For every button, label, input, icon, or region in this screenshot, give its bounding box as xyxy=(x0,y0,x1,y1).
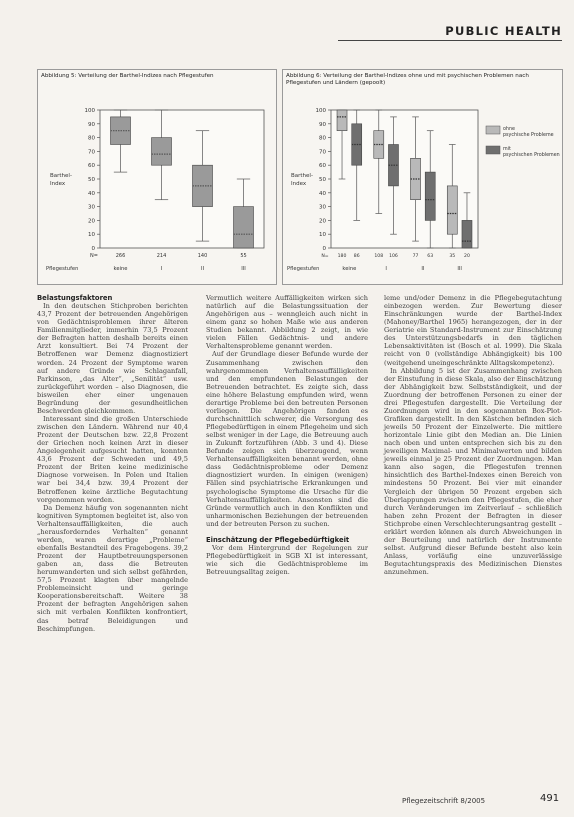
x-axis-label: Pflegestufen xyxy=(46,266,79,272)
n-value: N= xyxy=(90,253,98,259)
y-tick-label: 10 xyxy=(319,232,326,239)
category-label: I xyxy=(160,266,163,272)
text-column-3 xyxy=(384,294,562,576)
box xyxy=(462,220,472,248)
category-label: II xyxy=(200,266,205,272)
y-axis-label-part: Barthel- xyxy=(50,173,72,179)
y-tick-label: 40 xyxy=(319,190,326,197)
n-value: 140 xyxy=(197,253,208,259)
paragraph-gap xyxy=(206,528,368,536)
body-paragraph: In den deutschen Stichproben berichten 43,7 Prozent der betreuenden Angehörigen von Gedächtnisproblemen ihrer älteren Familienmitglieder, immerhin 73,5 Prozent der Befragten hatten deshalb bereits einen Arzt konsultiert. Bei 74 Prozent der Betroffenen war Demenz diagnostiziert worden. 24 Prozent der Symptome waren auf andere Gründe wie Schlaganfall, Parkinson, „das Alter“, „Senilität“ usw. zurückgeführt worden – also Diagnosen, die bisweilen eher einer ungenauen Begründung der gesundheitlichen Beschwerden gleichkommen. xyxy=(37,302,188,415)
legend-label-part: mit xyxy=(503,147,511,152)
figure-5-chart xyxy=(38,70,276,284)
y-tick-label: 10 xyxy=(88,232,95,239)
category-label: keine xyxy=(113,266,128,272)
n-value: 63 xyxy=(427,254,434,259)
body-paragraph: Vermutlich weitere Auffälligkeiten wirken sich natürlich auf die Belastungssituation der Angehörigen aus – wenngleich auch nicht in einem ganz so hohen Maße wie aus anderen Studien bekannt. Abbildung 2 zeigt, in wie vielen Fällen Gedächtnis- und andere Verhaltensprobleme genannt werden. xyxy=(206,294,368,351)
y-tick-label: 20 xyxy=(88,218,95,225)
y-tick-label: 50 xyxy=(319,177,326,183)
n-value: N= xyxy=(321,254,329,259)
body-paragraph: Auf der Grundlage dieser Befunde wurde der Zusammenhang zwischen den wahrgenommenen Verhaltensauffälligkeiten und den empfundenen Belastungen der Betreuenden betrachtet. Es zeigte sich, dass eine höhere Belastung empfunden wird, wenn derartige Probleme bei den betreuten Personen vorliegen. Die Angehörigen fanden es durchschnittlich schwerer, die Versorgung des Pflegebedürftigen in einem Pflegeheim und sich selbst weniger in der Lage, die Betreuung auch in Zukunft fortzuführen (Abb. 3 und 4). Diese Befunde zeigen sich überzeugend, wenn Verhaltensauffälligkeiten benannt werden, ohne dass Gedächtnisprobleme oder Demenz diagnostiziert wurden. In einigen (wenigen) Fällen sind psychiatrische Erkrankungen und psychologische Symptome die Ursache für die Verhaltensauffälligkeiten. Ansonsten sind die Gründe vermutlich auch in den Konflikten und unharmonischen Beziehungen der betreuenden und der betreuten Person zu suchen. xyxy=(206,350,368,528)
y-tick-label: 40 xyxy=(88,190,95,197)
x-axis-label: Pflegestufen xyxy=(287,266,320,272)
y-tick-label: 90 xyxy=(319,121,326,128)
legend-swatch xyxy=(486,146,500,154)
box xyxy=(337,110,347,131)
y-tick-label: 90 xyxy=(88,121,95,128)
body-paragraph: In Abbildung 5 ist der Zusammenhang zwischen der Einstufung in diese Skala, also der Einschätzung der Abhängigkeit bzw. Selbstständigkeit, und der Zuordnung der betroffenen Personen zu einer der drei Pflegestufen dargestellt. Die Verteilung der Zuordnungen wird in den sogenannten Box-Plot-Grafiken dargestellt. In den Kästchen befinden sich jeweils 50 Prozent der Einzelwerte. Die mittlere horizontale Linie gibt den Median an. Die Linien nach oben und unten entsprechen sich bis zu den jeweiligen Maximal- und Minimalwerten und bilden jeweils einmal je 25 Prozent der Zuordnungen. Man kann also sagen, die Pflegestufen trennen hinsichtlich des Barthel-Indexes einen Bereich von mindestens 50 Prozent. Bei vier mit einander Vergleich der übrigen 50 Prozent ergeben sich Überlappungen zwischen den Pflegestufen, die eher durch Veränderungen im Zeitverlauf – schließlich haben zehn Prozent der Befragten in dieser Stichprobe einen Verschlechterungsantrag gestellt – erklärt werden können als durch Abweichungen in der Beurteilung und natürlich der Instrumente selbst. Aufgrund dieser Befunde besteht also kein Anlass, vorläufig eine unzuverlässige Begutachtungspraxis des Medizinischen Dienstes anzunehmen. xyxy=(384,366,562,577)
legend-label-part: psychische Probleme xyxy=(503,133,554,138)
legend-label-part: psychischen Problemen xyxy=(503,153,560,158)
category-label: keine xyxy=(342,266,357,272)
text-column-2 xyxy=(206,294,368,576)
n-value: 77 xyxy=(412,254,419,259)
body-paragraph: Interessant sind die großen Unterschiede zwischen den Ländern. Während nur 40,4 Prozent der Deutschen bzw. 22,8 Prozent der Griechen noch keinen Arzt in dieser Angelegenheit aufgesucht hatten, konnten 43,6 Prozent der Schweden und 49,5 Prozent der Briten keine medizinische Diagnose vorweisen. In Polen und Italien war bei 34,4 bzw. 39,4 Prozent der Betroffenen keine ärztliche Begutachtung vorgenommen worden. xyxy=(37,414,188,504)
journal-footer: Pflegezeitschrift 8/2005 xyxy=(402,797,486,805)
figure-6-chart xyxy=(283,70,562,284)
y-tick-label: 100 xyxy=(315,108,326,114)
figure-6-caption: Abbildung 6: Verteilung der Barthel-Indizes ohne und mit psychischen Problemen nach Pflegestufen und Ländern (gepoolt) xyxy=(286,73,529,86)
n-value: 108 xyxy=(374,254,384,259)
y-tick-label: 30 xyxy=(88,204,95,211)
running-header xyxy=(338,24,562,41)
body-paragraph: leme und/oder Demenz in die Pflegebegutachtung einbezogen werden. Zur Bewertung dieser Einschränkungen wurde der Barthel-Index (Mahoney/Barthel 1965) herangezogen, der in der Geriatrie ein Standard-Instrument zur Einschätzung des Unterstützungsbedarfs in den täglichen Lebensaktivitäten ist (Bosch et al. 1999). Die Skala reicht von 0 (vollständige Abhängigkeit) bis 100 (weitgehend uneingeschränkte Alltagskompetenz). xyxy=(384,294,562,367)
y-tick-label: 60 xyxy=(319,163,326,170)
y-tick-label: 20 xyxy=(319,218,326,225)
y-tick-label: 0 xyxy=(91,246,95,252)
category-label: I xyxy=(385,266,387,272)
category-label: III xyxy=(457,266,462,272)
y-tick-label: 80 xyxy=(319,135,326,142)
n-value: 266 xyxy=(115,253,126,259)
y-tick-label: 70 xyxy=(88,149,95,156)
n-value: 20 xyxy=(464,254,470,259)
body-paragraph: Vor dem Hintergrund der Regelungen zur Pflegebedürftigkeit in SGB XI ist interessant, wie sich die Gedächtnisprobleme im Betreuungsalltag zeigen. xyxy=(206,543,368,577)
subheading: Einschätzung der Pflegebedürftigkeit xyxy=(206,535,350,544)
page-number: 491 xyxy=(540,793,560,804)
legend-label-part: ohne xyxy=(503,127,515,132)
y-tick-label: 70 xyxy=(319,149,326,156)
box xyxy=(234,207,254,248)
legend-swatch xyxy=(486,126,500,134)
box xyxy=(425,172,435,220)
y-axis-label-part: Index xyxy=(50,181,66,187)
section-title: PUBLIC HEALTH xyxy=(445,24,562,38)
y-tick-label: 80 xyxy=(88,135,95,142)
y-axis-label-part: Index xyxy=(291,181,307,187)
figure-5-caption: Abbildung 5: Verteilung der Barthel-Indizes nach Pflegestufen xyxy=(41,73,214,79)
body-paragraph: Da Demenz häufig von sogenannten nicht kognitiven Symptomen begleitet ist, also von Verhaltensauffälligkeiten, die auch „herausforderndes Verhalten“ genannt werden, waren derartige „Probleme“ ebenfalls Bestandteil des Fragebogens. 39,2 Prozent der Hauptbetreuungspersonen gaben an, dass die Betreuten herumwanderten und sich selbst gefährden, 57,5 Prozent klagten über mangelnde Problemeinsicht und geringe Kooperationsbereitschaft. Weitere 38 Prozent der befragten Angehörigen sahen sich mit verbalen Konflikten konfrontiert, das betraf Beleidigungen und Beschimpfungen. xyxy=(37,503,188,633)
figure-6 xyxy=(282,69,563,285)
n-value: 214 xyxy=(156,253,167,259)
y-axis-label-part: Barthel- xyxy=(291,173,313,179)
y-tick-label: 0 xyxy=(322,246,326,252)
y-tick-label: 50 xyxy=(88,177,95,183)
figure-5 xyxy=(37,69,277,285)
y-tick-label: 60 xyxy=(88,163,95,170)
n-value: 35 xyxy=(449,254,456,259)
box xyxy=(447,186,457,234)
n-value: 180 xyxy=(337,254,347,259)
subheading: Belastungsfaktoren xyxy=(37,294,113,302)
category-label: III xyxy=(241,266,246,272)
n-value: 55 xyxy=(240,253,247,259)
category-label: II xyxy=(421,266,425,272)
n-value: 106 xyxy=(389,254,398,259)
y-tick-label: 100 xyxy=(84,108,95,114)
n-value: 86 xyxy=(353,254,360,259)
y-tick-label: 30 xyxy=(319,204,326,211)
text-column-1 xyxy=(37,294,188,633)
header-rule xyxy=(338,40,562,41)
box xyxy=(152,138,172,166)
